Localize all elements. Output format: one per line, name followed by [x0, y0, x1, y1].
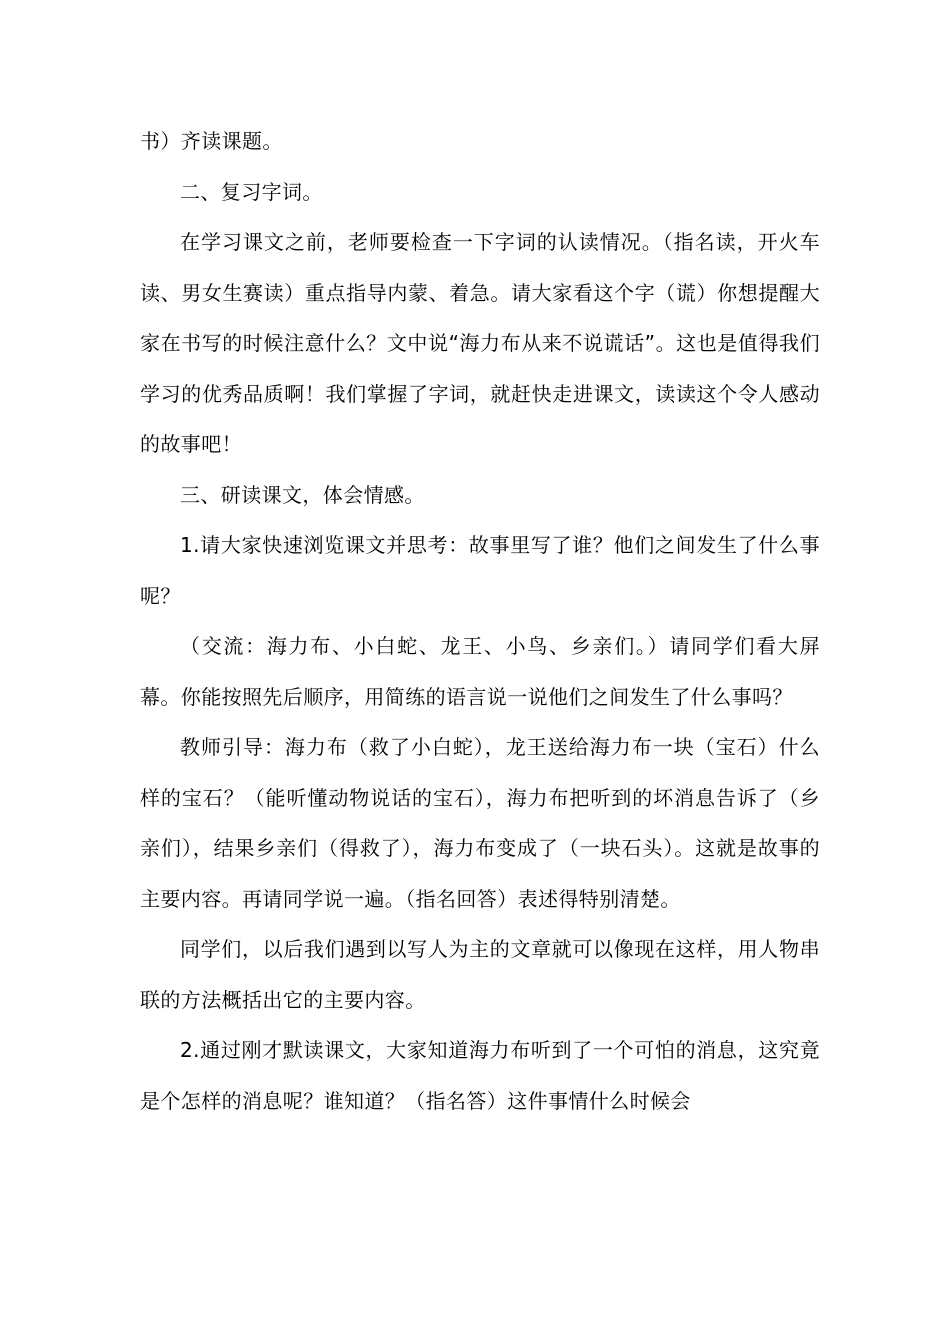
- paragraph-exchange: （交流：海力布、小白蛇、龙王、小鸟、乡亲们。）请同学们看大屏幕。你能按照先后顺序，用简练的语言说一说他们之间发生了什么事吗？: [140, 634, 820, 709]
- paragraph-continuation: 书）齐读课题。: [140, 129, 283, 153]
- paragraph-summary-method: 同学们，以后我们遇到以写人为主的文章就可以像现在这样，用人物串联的方法概括出它的主要内容。: [140, 937, 820, 1012]
- document-body: [140, 116, 820, 1126]
- paragraph-teacher-guide: 教师引导：海力布（救了小白蛇），龙王送给海力布一块（宝石）什么样的宝石？（能听懂动物说话的宝石），海力布把听到的坏消息告诉了（乡亲们），结果乡亲们（得救了），海力布变成了（一块石头）。这就是故事的主要内容。再请同学说一遍。（指名回答）表述得特别清楚。: [140, 735, 820, 911]
- section-heading-review-words: 二、复习字词。: [180, 179, 323, 204]
- paragraph-question-1: 1.请大家快速浏览课文并思考：故事里写了谁？他们之间发生了什么事呢？: [140, 533, 820, 608]
- paragraph-question-2: 2.通过刚才默读课文，大家知道海力布听到了一个可怕的消息，这究竟是个怎样的消息呢？谁知道？（指名答）这件事情什么时候会: [140, 1038, 820, 1113]
- paragraph-word-check: 在学习课文之前，老师要检查一下字词的认读情况。（指名读，开火车读、男女生赛读）重点指导内蒙、着急。请大家看这个字（谎）你想提醒大家在书写的时候注意什么？文中说“海力布从来不说谎话”。这也是值得我们学习的优秀品质啊！我们掌握了字词，就赶快走进课文，读读这个令人感动的故事吧！: [140, 230, 820, 456]
- section-heading-study-text: 三、研读课文，体会情感。: [180, 482, 425, 507]
